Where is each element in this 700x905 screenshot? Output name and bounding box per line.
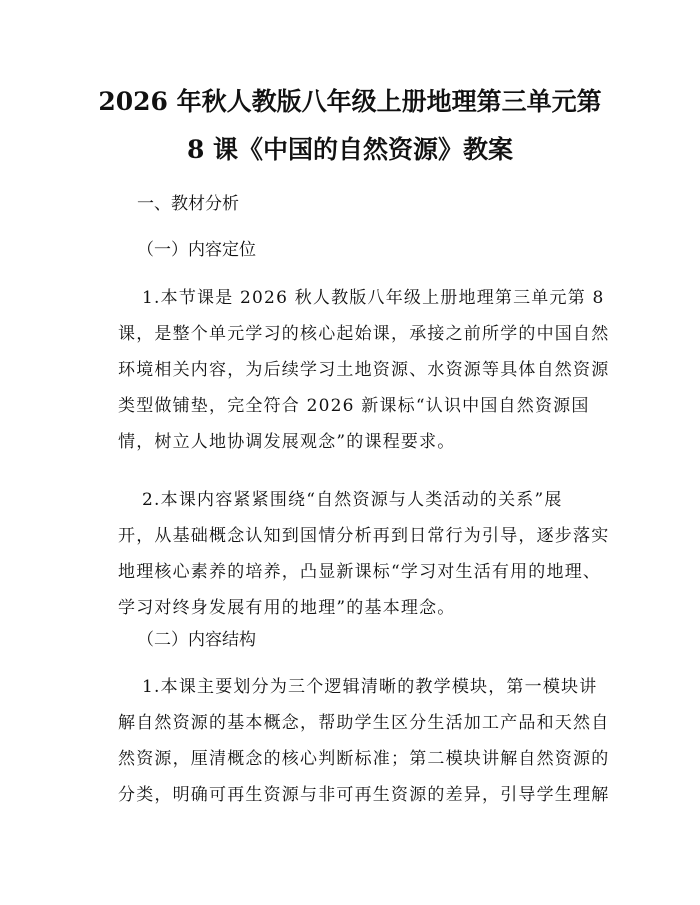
paragraph-1-line-2: 课，是整个单元学习的核心起始课，承接之前所学的中国自然 — [118, 324, 610, 344]
document-title-line-1: 2026 年秋人教版八年级上册地理第三单元第 — [98, 87, 602, 116]
paragraph-3-line-1: 1.本课主要划分为三个逻辑清晰的教学模块，第一模块讲 — [142, 677, 598, 697]
document-title-line-2: 8 课《中国的自然资源》教案 — [186, 135, 514, 164]
paragraph-1-line-1: 1.本节课是 2026 秋人教版八年级上册地理第三单元第 8 — [142, 288, 605, 308]
paragraph-3-line-3: 然资源，厘清概念的核心判断标准；第二模块讲解自然资源的 — [118, 749, 610, 769]
paragraph-1-line-3: 环境相关内容，为后续学习土地资源、水资源等具体自然资源 — [118, 360, 610, 380]
subsection-heading-content-positioning: （一）内容定位 — [137, 240, 256, 260]
paragraph-1 — [118, 280, 610, 460]
paragraph-1-line-5: 情，树立人地协调发展观念”的课程要求。 — [118, 432, 456, 452]
paragraph-2 — [118, 482, 610, 626]
paragraph-2-line-3: 地理核心素养的培养，凸显新课标“学习对生活有用的地理、 — [118, 562, 602, 582]
subsection-heading-content-structure: （二）内容结构 — [137, 630, 256, 650]
paragraph-3-line-4: 分类，明确可再生资源与非可再生资源的差异，引导学生理解 — [118, 785, 610, 805]
paragraph-3-line-2: 解自然资源的基本概念，帮助学生区分生活加工产品和天然自 — [118, 713, 610, 733]
paragraph-2-line-1: 2.本课内容紧紧围绕“自然资源与人类活动的关系”展 — [142, 490, 563, 510]
paragraph-1-line-4: 类型做铺垫，完全符合 2026 新课标“认识中国自然资源国 — [118, 396, 590, 416]
paragraph-3 — [118, 669, 610, 813]
paragraph-2-line-2: 开，从基础概念认知到国情分析再到日常行为引导，逐步落实 — [118, 526, 610, 546]
paragraph-2-line-4: 学习对终身发展有用的地理”的基本理念。 — [118, 598, 456, 618]
section-heading-textbook-analysis: 一、教材分析 — [137, 194, 239, 214]
